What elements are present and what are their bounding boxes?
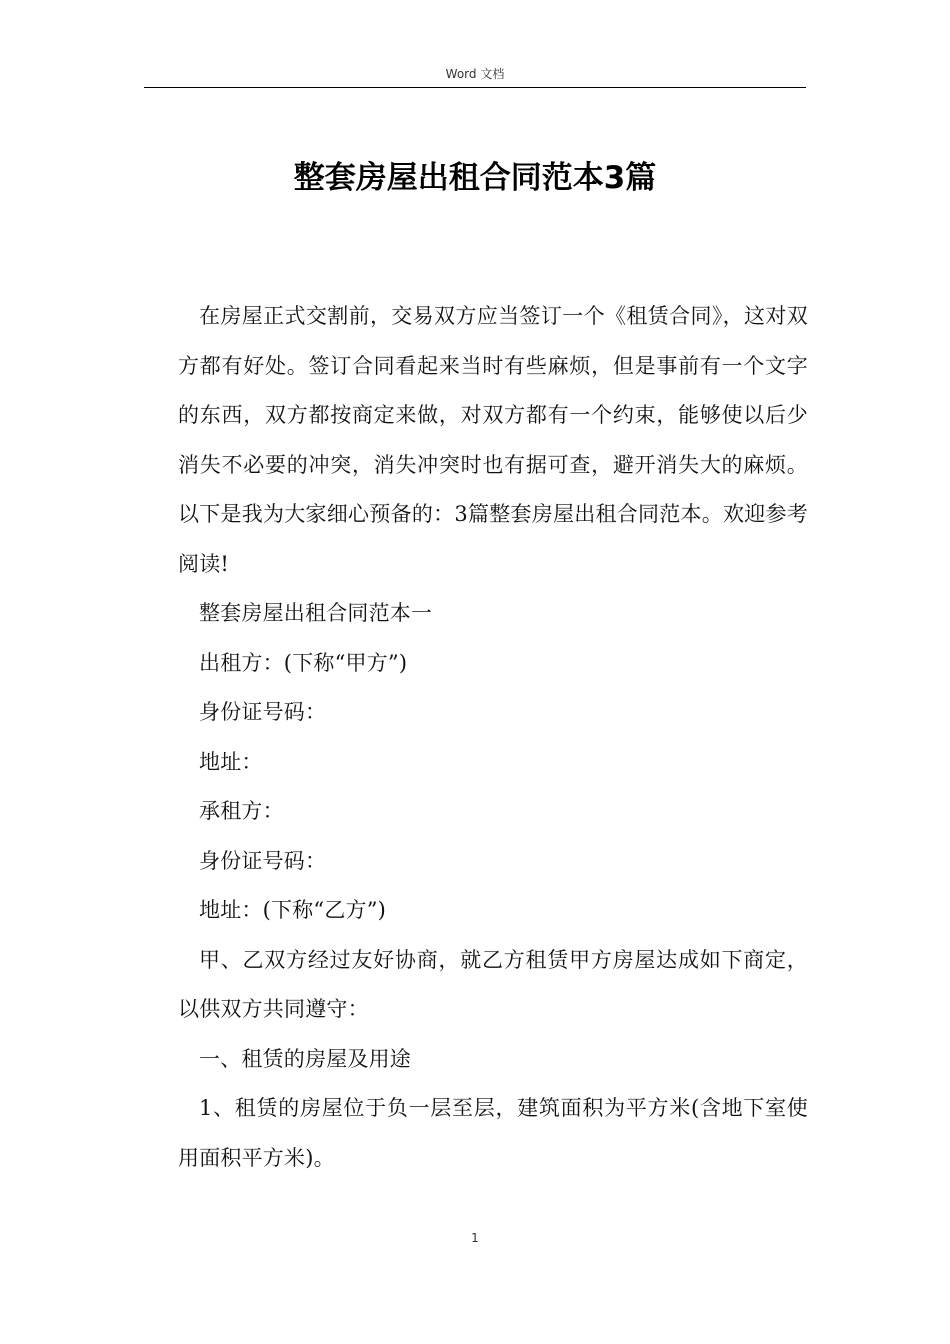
- lessor-address-line: 地址：: [199, 749, 263, 774]
- intro-paragraph: 在房屋正式交割前，交易双方应当签订一个《租赁合同》，这对双方都有好处。签订合同看起来当时有些麻烦，但是事前有一个文字的东西，双方都按商定来做，对双方都有一个约束，能够使以后少消失不必要的冲突，消失冲突时也有据可查，避开消失大的麻烦。以下是我为大家细心预备的：3篇整套房屋出租合同范本。欢迎参考阅读!: [178, 304, 808, 576]
- document-title: 整套房屋出租合同范本3篇: [293, 160, 657, 196]
- lessor-id-line: 身份证号码：: [199, 700, 327, 724]
- header-divider: [144, 87, 806, 88]
- lessee-line: 承租方：: [199, 799, 284, 823]
- lessee-address-line: 地址：(下称“乙方”): [199, 898, 387, 922]
- lessor-line: 出租方：(下称“甲方”): [199, 650, 408, 675]
- section-heading: 整套房屋出租合同范本一: [199, 601, 433, 625]
- lessee-id-line: 身份证号码：: [199, 848, 327, 873]
- clause-heading: 一、租赁的房屋及用途: [199, 1046, 411, 1071]
- agreement-paragraph: 甲、乙双方经过友好协商，就乙方租赁甲方房屋达成如下商定，以供双方共同遵守：: [178, 947, 808, 1021]
- document-body: [178, 292, 808, 1183]
- page-header: Word 文档: [445, 67, 505, 81]
- clause-item: 1、租赁的房屋位于负一层至层，建筑面积为平方米(含地下室使用面积平方米)。: [178, 1096, 808, 1170]
- page-number: 1: [471, 1231, 479, 1245]
